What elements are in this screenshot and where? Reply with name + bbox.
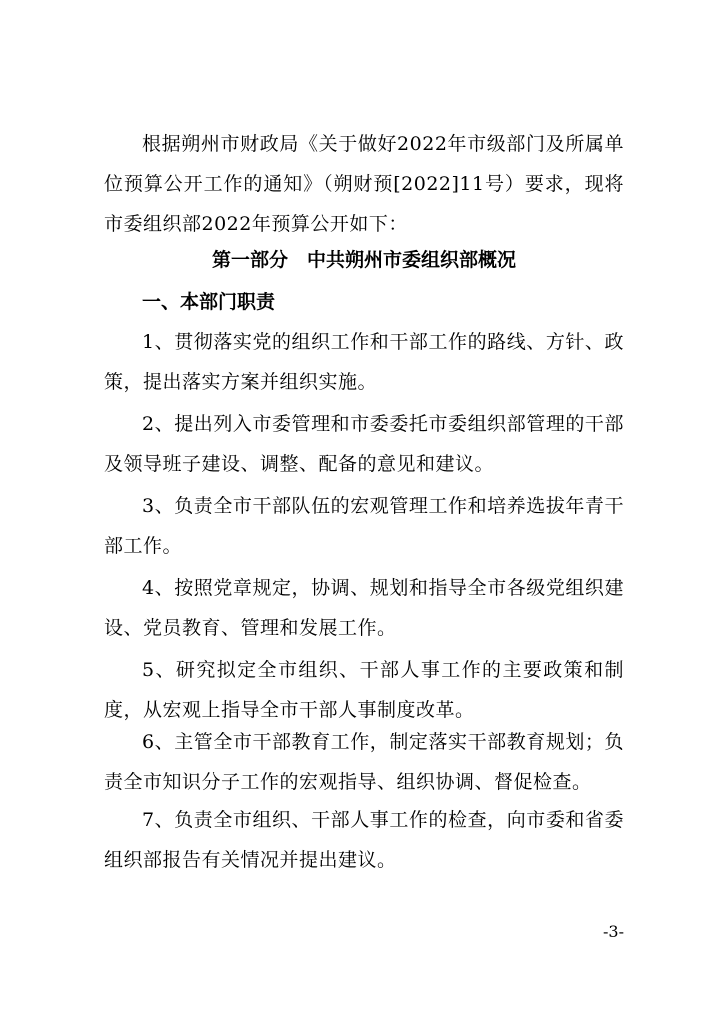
page-number: -3- (603, 922, 624, 941)
section-title: 一、本部门职责 (142, 291, 276, 313)
duty-item-6: 6、主管全市干部教育工作，制定落实干部教育规划；负责全市知识分子工作的宏观指导、组织协调、督促检查。 (104, 731, 624, 793)
duty-item-5: 5、研究拟定全市组织、干部人事工作的主要政策和制度，从宏观上指导全市干部人事制度改革。 (104, 659, 624, 721)
intro-paragraph: 根据朔州市财政局《关于做好2022年市级部门及所属单位预算公开工作的通知》（朔财预[2022]11号）要求，现将市委组织部2022年预算公开如下： (104, 133, 624, 235)
duty-item-1: 1、贯彻落实党的组织工作和干部工作的路线、方针、政策，提出落实方案并组织实施。 (104, 331, 624, 393)
duty-item-7: 7、负责全市组织、干部人事工作的检查，向市委和省委组织部报告有关情况并提出建议。 (104, 809, 624, 871)
duty-item-3: 3、负责全市干部队伍的宏观管理工作和培养选拔年青干部工作。 (104, 495, 624, 557)
part-title: 第一部分 中共朔州市委组织部概况 (211, 249, 516, 271)
duty-item-2: 2、提出列入市委管理和市委委托市委组织部管理的干部及领导班子建设、调整、配备的意见和建议。 (104, 413, 624, 475)
duty-item-4: 4、按照党章规定，协调、规划和指导全市各级党组织建设、党员教育、管理和发展工作。 (104, 577, 624, 639)
